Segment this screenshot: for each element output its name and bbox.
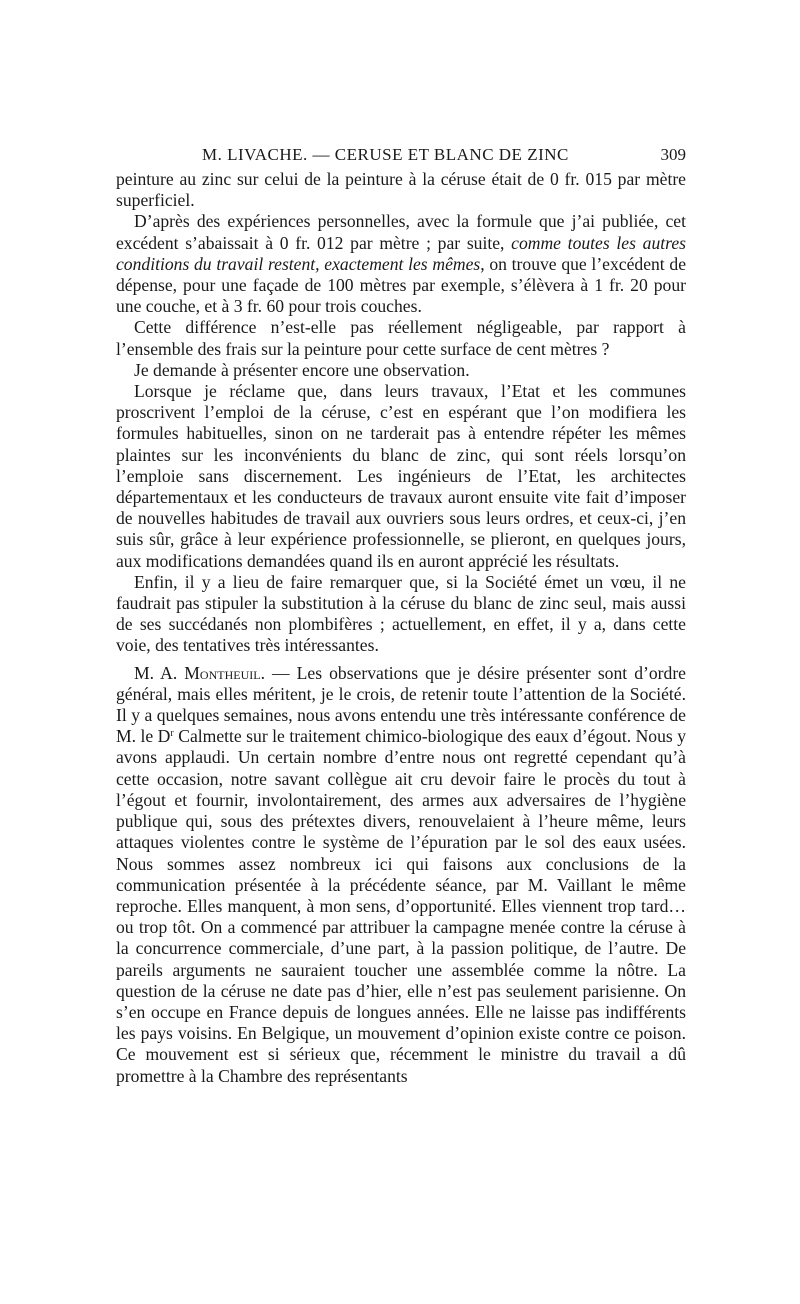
paragraph-3: Cette différence n’est-elle pas réellement négligeable, par rapport à l’ensemble des frais sur la peinture pour cette surface de cent mètres ?: [116, 317, 686, 359]
speaker-name: Montheuil: [184, 662, 261, 683]
running-header: [116, 144, 686, 168]
paragraph-4: Je demande à présenter encore une observation.: [134, 359, 470, 380]
paragraph-2: D’après des expériences personnelles, avec la formule que j’ai publiée, cet excédent s’abaissait à 0 fr. 012 par mètre ; par suite, comme toutes les autres conditions du travail restent, exactement les mêmes, on trouve que l’excédent de dépense, pour une façade de 100 mètres par exemple, s’élèvera à 1 fr. 20 pour une couche, et à 3 fr. 60 pour trois couches.: [116, 211, 687, 317]
running-title: M. LIVACHE. — CERUSE ET BLANC DE ZINC: [202, 145, 569, 164]
superscript: r: [170, 728, 174, 740]
book-page: [116, 144, 686, 1087]
paragraph-5: Lorsque je réclame que, dans leurs travaux, l’Etat et les communes proscrivent l’emploi de la céruse, c’est en espérant que l’on modifiera les formules habituelles, sinon on ne tarderait pas à entendre répéter les mêmes plaintes sur les inconvénients du blanc de zinc, qui sont réels lorsqu’on l’emploie sans discernement. Les ingénieurs de l’Etat, les architectes départementaux et les conducteurs de travaux auront ensuite vite fait d’imposer de nouvelles habitudes de travail aux ouvriers sous leurs ordres, et ceux-ci, j’en suis sûr, grâce à leur expérience professionnelle, se plieront, en quelques jours, aux modifications demandées quand ils en auront apprécié les résultats.: [116, 381, 686, 571]
speaker-prefix: M. A.: [134, 662, 185, 683]
page-number: 309: [660, 145, 686, 164]
emphasis: comme toutes les autres conditions du travail restent, exactement les mêmes: [116, 232, 686, 274]
speech-paragraph: M. A. Montheuil. — Les observations que je désire présenter sont d’ordre général, mais elles méritent, je le crois, de retenir toute l’attention de la Société. Il y a quelques semaines, nous avons entendu une très intéressante conférence de M. le $D^r$ Calmette sur le traitement chimico-biologique des eaux d’égout. Nous y avons applaudi. Un certain nombre d’entre nous ont regretté cependant qu’à cette occasion, notre savant collègue ait cru devoir faire le procès du tout à l’égout et fournir, involontairement, des armes aux adversaires de l’hygiène publique qui, sous des prétextes divers, renouvelaient à l’heure même, leurs attaques violentes contre le système de l’épuration par le sol des eaux usées. Nous sommes assez nombreux ici qui faisons aux conclusions de la communication présentée à la précédente séance, par M. Vaillant le même reproche. Elles manquent, à mon sens, d’opportunité. Elles viennent trop tard… ou trop tôt. On a commencé par attribuer la campagne menée contre la céruse à la concurrence commerciale, d’une part, à la passion politique, de l’autre. De pareils arguments ne sauraient toucher une assemblée comme la nôtre. La question de la céruse ne date pas d’hier, elle n’est pas seulement parisienne. On s’en occupe en France depuis de longues années. Elle ne laisse pas indifférents les pays voisins. En Belgique, un mouvement d’opinion existe contre ce poison. Ce mouvement est si sérieux que, récemment le ministre du travail a dû promettre à la Chambre des représentants: [116, 662, 686, 1086]
paragraph-6: Enfin, il y a lieu de faire remarquer que, si la Société émet un vœu, il ne faudrait pas stipuler la substitution à la céruse du blanc de zinc seul, mais aussi de ses succédanés non plombifères ; actuellement, en effet, il y a, dans cette voie, des tentatives très intéressantes.: [116, 571, 686, 656]
paragraph-1: peinture au zinc sur celui de la peinture à la céruse était de 0 fr. 015 par mètre superficiel.: [116, 169, 686, 211]
